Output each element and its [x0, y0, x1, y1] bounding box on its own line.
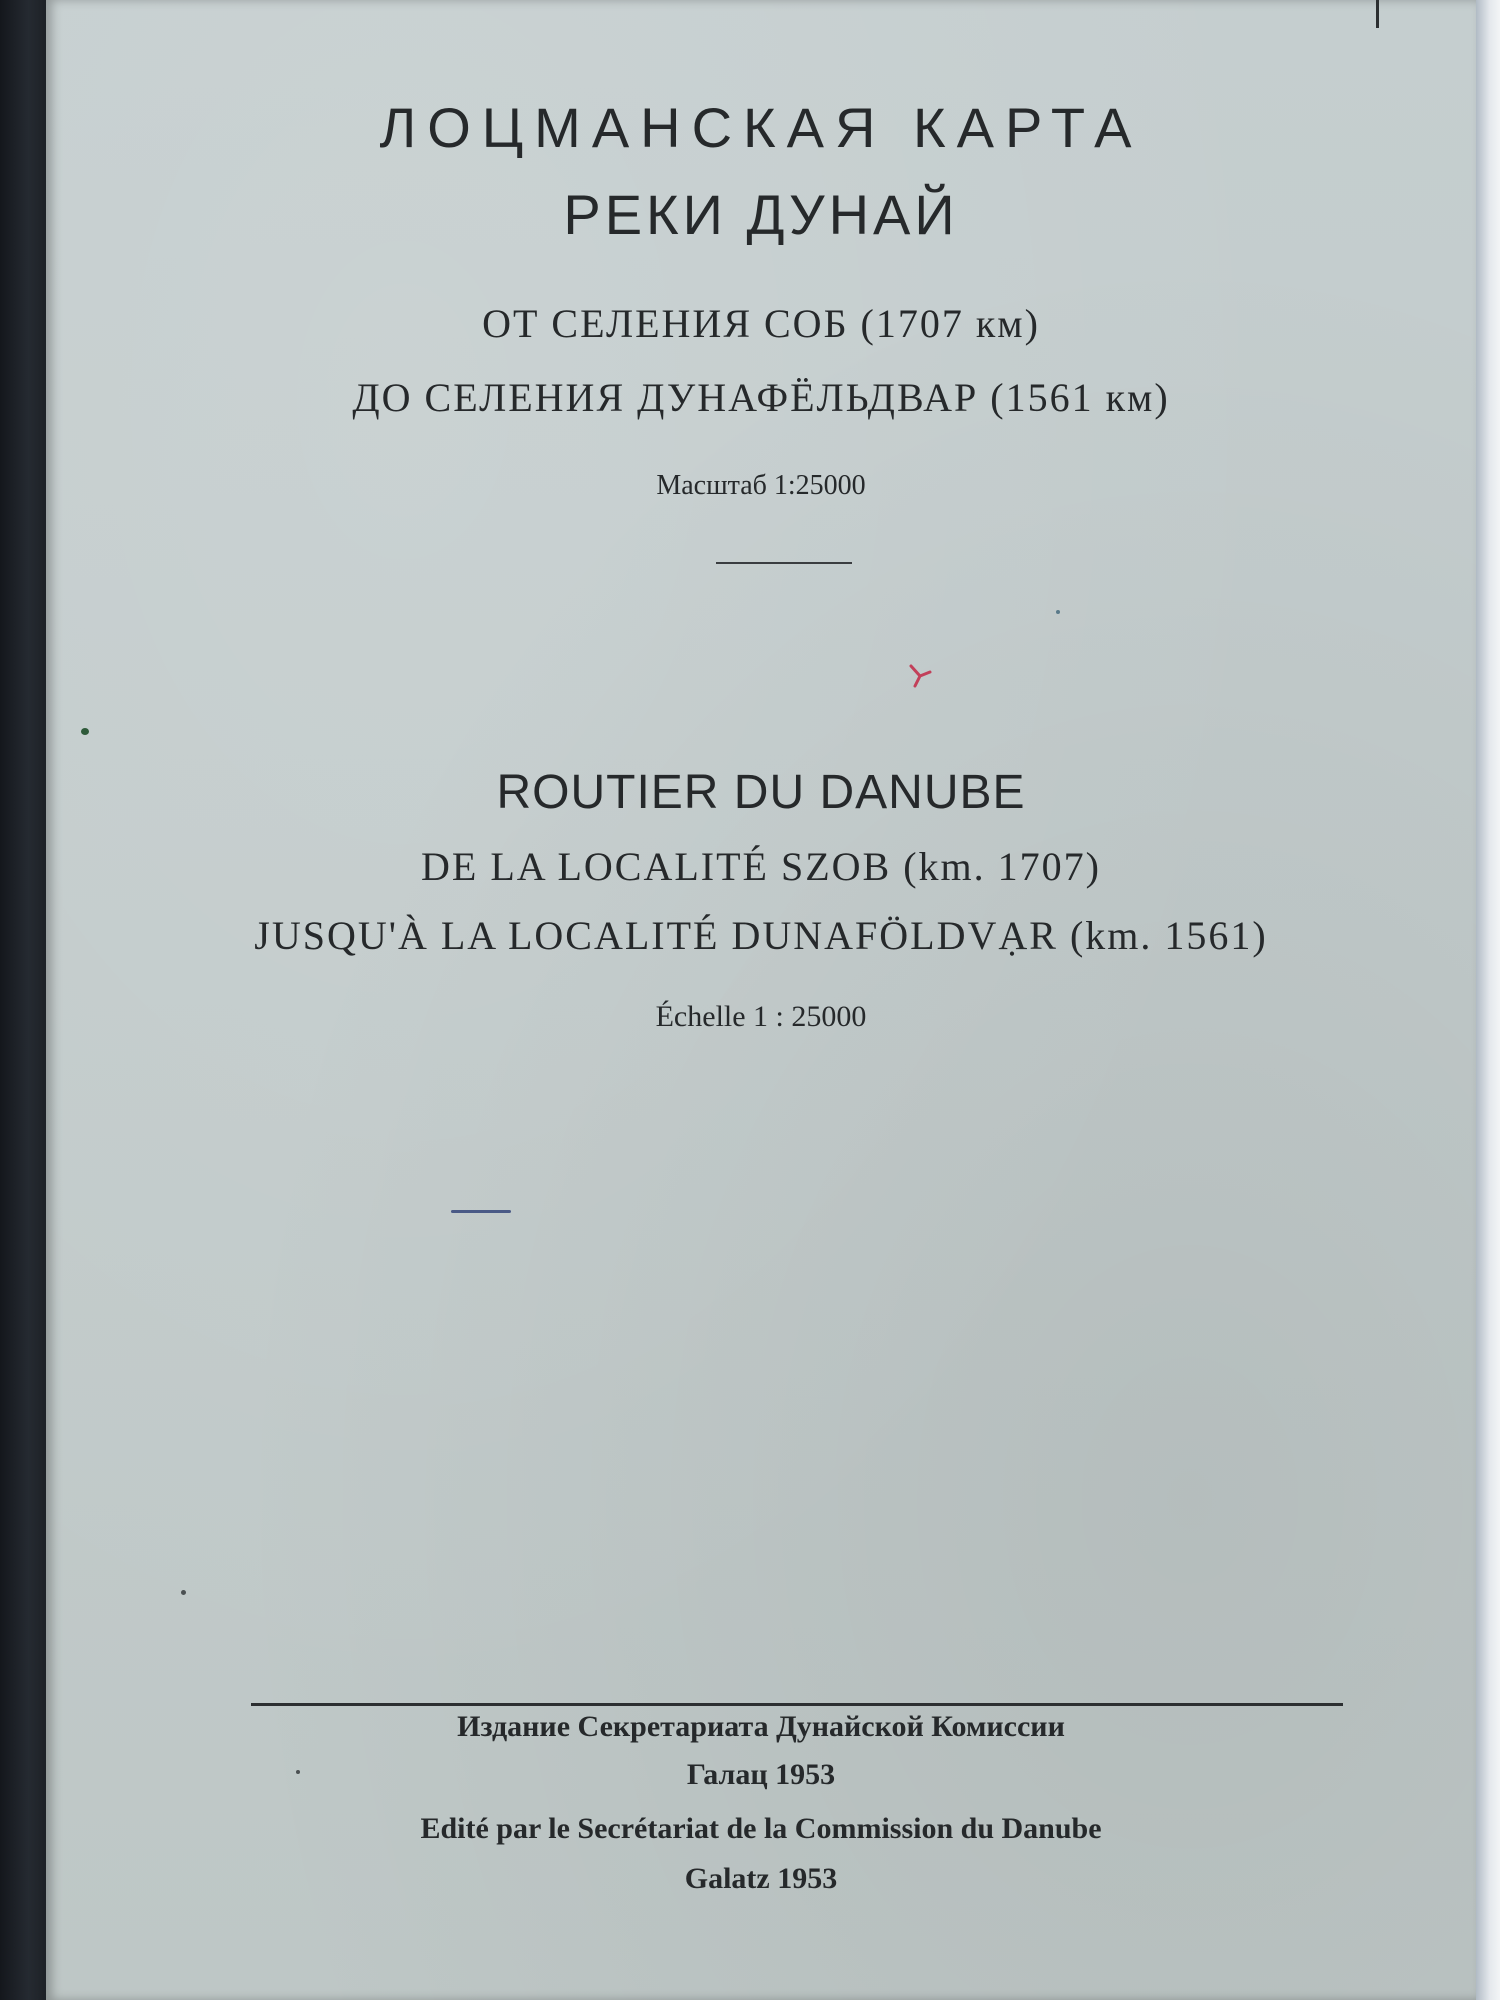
red-ink-mark — [906, 660, 936, 690]
publisher-russian-place-year: Галац 1953 — [686, 1758, 836, 1791]
russian-title-line-2: РЕКИ ДУНАЙ — [563, 183, 959, 246]
french-from-line: DE LA LOCALITÉ SZOB (km. 1707) — [421, 844, 1101, 889]
blue-ink-mark — [451, 1210, 511, 1213]
russian-title-line-1: ЛОЦМАНСКАЯ КАРТА — [379, 96, 1143, 159]
french-scale: Échelle 1 : 25000 — [655, 1000, 867, 1033]
publisher-russian: Издание Секретариата Дунайской Комиссии — [457, 1710, 1065, 1743]
french-title: ROUTIER DU DANUBE — [496, 766, 1026, 819]
french-to-line: JUSQU'À LA LOCALITÉ DUNAFÖLDVẠR (km. 1561) — [254, 913, 1268, 958]
backing-sheet — [1474, 0, 1500, 2000]
corner-pencil-mark — [1376, 0, 1379, 28]
book-spine — [0, 0, 52, 2000]
title-page — [46, 0, 1476, 2000]
paper-speck — [81, 728, 89, 735]
russian-from-line: ОТ СЕЛЕНИЯ СОБ (1707 км) — [482, 301, 1040, 346]
publisher-french: Edité par le Secrétariat de la Commission du Danube — [420, 1812, 1102, 1845]
paper-speck — [1056, 610, 1060, 614]
short-divider — [716, 562, 852, 564]
paper-speck — [181, 1590, 186, 1595]
publisher-divider — [251, 1703, 1343, 1706]
russian-to-line: ДО СЕЛЕНИЯ ДУНАФЁЛЬДВАР (1561 км) — [352, 375, 1170, 420]
russian-scale: Масштаб 1:25000 — [656, 470, 866, 501]
publisher-french-place-year: Galatz 1953 — [684, 1862, 838, 1895]
